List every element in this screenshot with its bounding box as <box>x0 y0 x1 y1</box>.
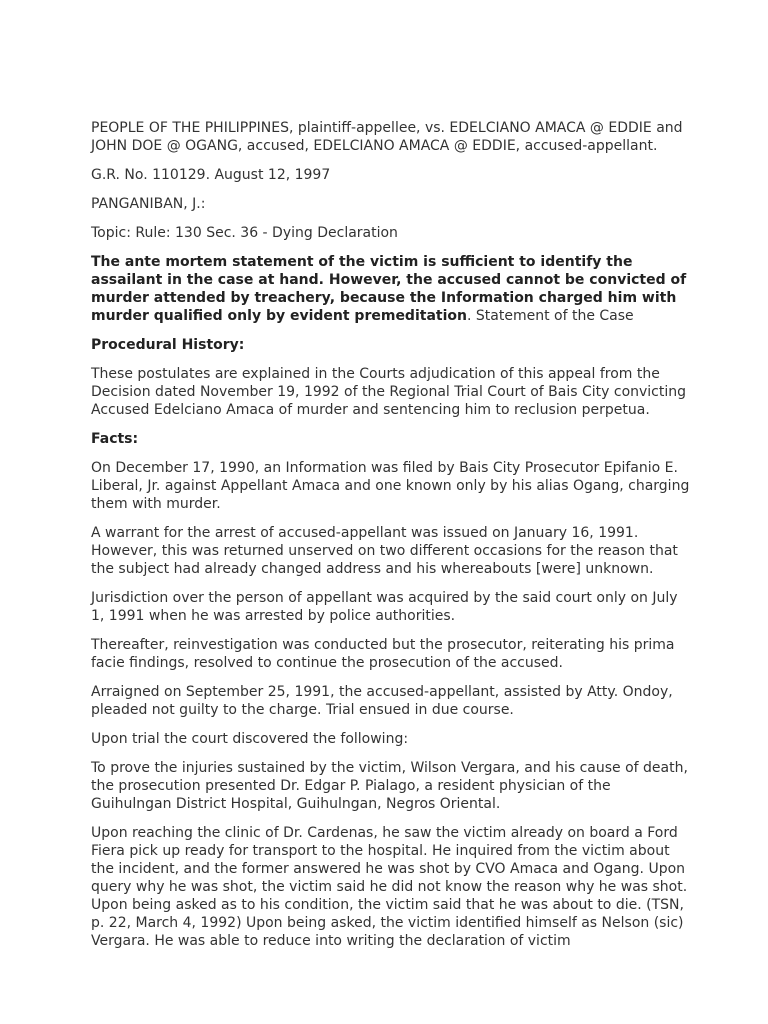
facts-paragraph: Jurisdiction over the person of appellant was acquired by the said court only on July 1, 1991 when he was arrested by police authorities. <box>91 590 678 624</box>
procedural-history-heading: Procedural History: <box>91 337 245 353</box>
document-page <box>91 119 691 961</box>
summary-tail: . Statement of the Case <box>466 308 634 324</box>
facts-paragraph: Upon reaching the clinic of Dr. Cardenas, he saw the victim already on board a Ford Fiera pick up ready for transport to the hospital. He inquired from the victim about the incident, and the former answered he was shot by CVO Amaca and Ogang. Upon query why he was shot, the victim said he did not know the reason why he was shot. Upon being asked as to his condition, the victim said that he was about to die. (TSN, p. 22, March 4, 1992) Upon being asked, the victim identified himself as Nelson (sic) Vergara. He was able to reduce into writing the declaration of victim <box>91 825 688 949</box>
topic: Topic: Rule: 130 Sec. 36 - Dying Declaration <box>91 225 398 241</box>
facts-paragraph: A warrant for the arrest of accused-appellant was issued on January 16, 1991. However, this was returned unserved on two different occasions for the reason that the subject had already changed address and his whereabouts [were] unknown. <box>91 525 678 577</box>
summary-paragraph <box>91 253 691 325</box>
summary-bold: The ante mortem statement of the victim is sufficient to identify the assailant in the case at hand. However, the accused cannot be convicted of murder attended by treachery, because the Information charged him with murder qualified only by evident premeditation <box>91 254 687 324</box>
procedural-history-text: These postulates are explained in the Courts adjudication of this appeal from the Decision dated November 19, 1992 of the Regional Trial Court of Bais City convicting Accused Edelciano Amaca of murder and sentencing him to reclusion perpetua. <box>91 366 687 418</box>
facts-heading: Facts: <box>91 431 139 447</box>
facts-paragraph: Upon trial the court discovered the following: <box>91 731 409 747</box>
case-number: G.R. No. 110129. August 12, 1997 <box>91 167 331 183</box>
facts-paragraph: On December 17, 1990, an Information was filed by Bais City Prosecutor Epifanio E. Liberal, Jr. against Appellant Amaca and one known only by his alias Ogang, charging them with murder. <box>91 460 690 512</box>
facts-paragraph: Arraigned on September 25, 1991, the accused-appellant, assisted by Atty. Ondoy, pleaded not guilty to the charge. Trial ensued in due course. <box>91 684 673 718</box>
ponente: PANGANIBAN, J.: <box>91 196 206 212</box>
facts-paragraph: To prove the injuries sustained by the victim, Wilson Vergara, and his cause of death, the prosecution presented Dr. Edgar P. Pialago, a resident physician of the Guihulngan District Hospital, Guihulngan, Negros Oriental. <box>91 760 688 812</box>
case-title: PEOPLE OF THE PHILIPPINES, plaintiff-appellee, vs. EDELCIANO AMACA @ EDDIE and JOHN DOE @ OGANG, accused, EDELCIANO AMACA @ EDDIE, accused-appellant. <box>91 120 683 154</box>
facts-paragraph: Thereafter, reinvestigation was conducted but the prosecutor, reiterating his prima facie findings, resolved to continue the prosecution of the accused. <box>91 637 675 671</box>
